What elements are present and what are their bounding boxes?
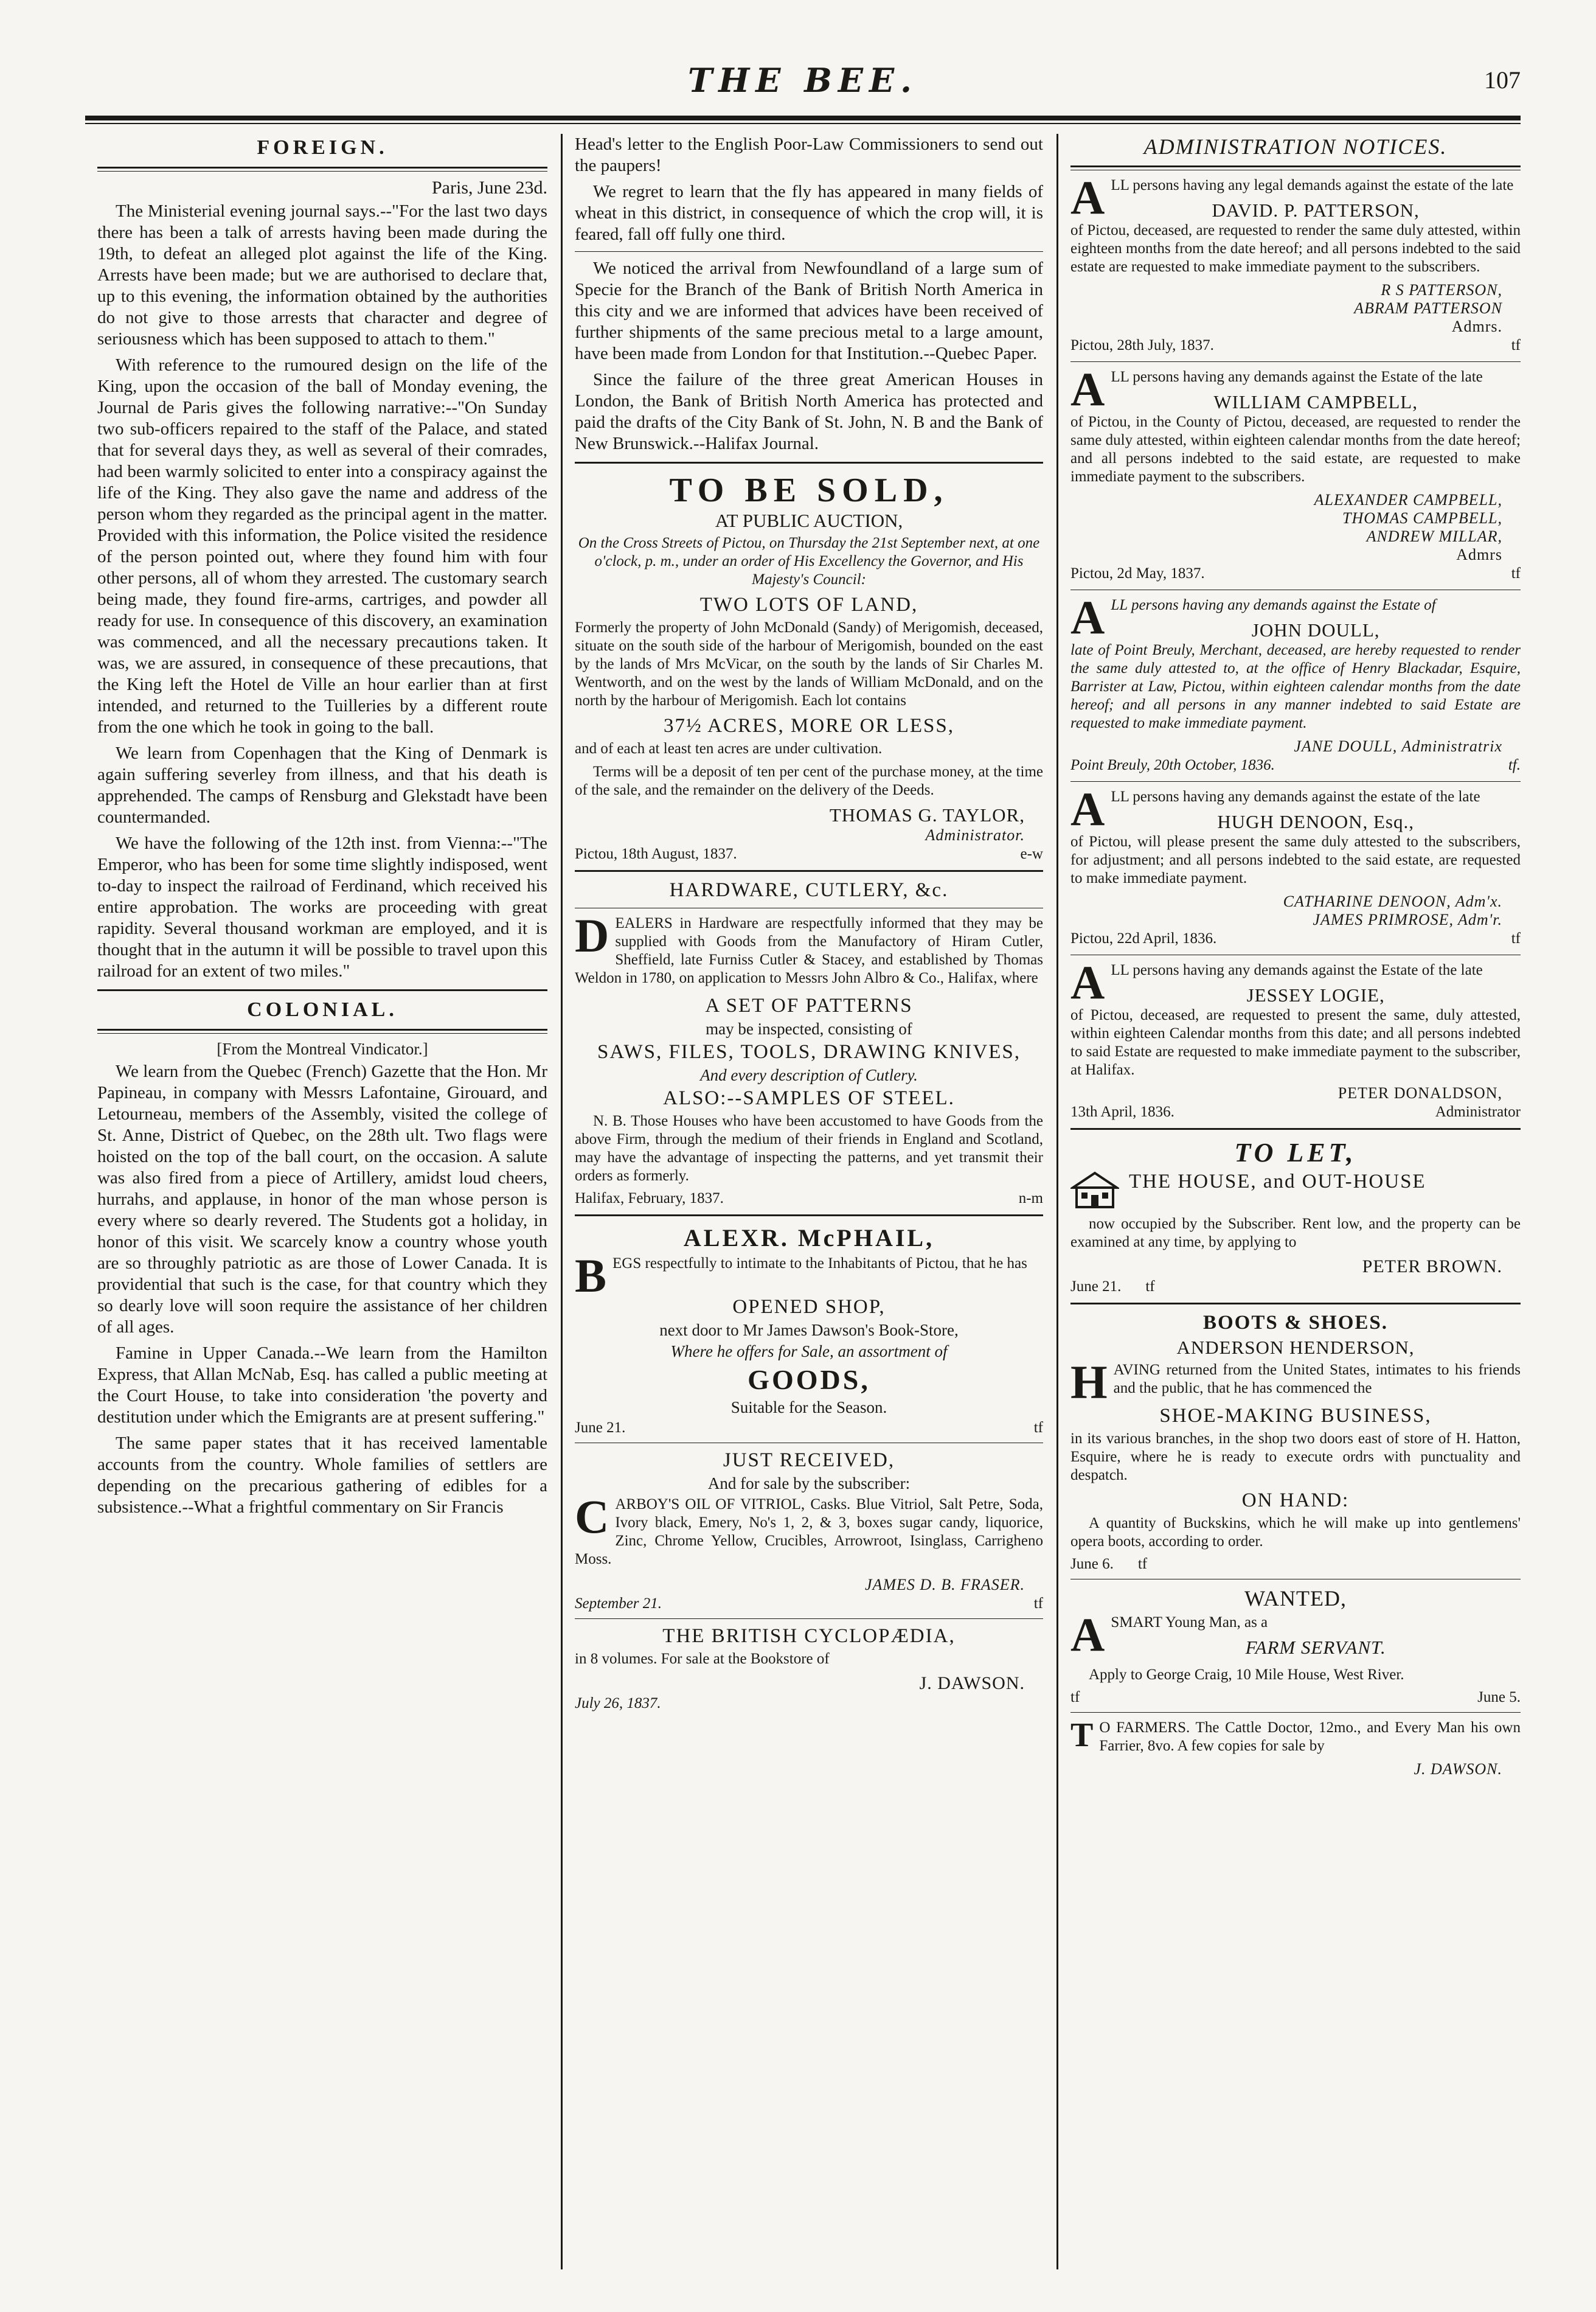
- notice-text: of Pictou, will please present the same duly attested to the subscribers, for adjustment; and all persons indebted to the said estate, are requested to make immediate payment.: [1070, 834, 1521, 886]
- boots-ad: [1070, 1312, 1521, 1573]
- article-paragraph: We noticed the arrival from Newfoundland of a large sum of Specie for the Branch of the Bank of British North America in this city and we are informed that advices have been received of further shipments of the same precious metal to a large amount, have been made from London for that Institution.--Quebec Paper.: [575, 259, 1043, 363]
- drop-cap: A: [1070, 363, 1105, 416]
- drop-cap: A: [1070, 956, 1105, 1009]
- notice-signer: CATHARINE DENOON, Adm'x.: [1283, 893, 1502, 910]
- column-divider: [561, 134, 563, 2269]
- wanted-footer: [1070, 1689, 1521, 1706]
- column-left: [97, 134, 547, 2269]
- hardware-every: And every description of Cutlery.: [700, 1066, 918, 1084]
- section-rule: [1070, 1128, 1521, 1130]
- article-paragraph: The same paper states that it has received lamentable accounts from the country. Whole families of settlers are depending on the precarious gathering of edibles for a subsistence.--What a frightful commentary on Sir Francis: [97, 1433, 547, 1517]
- section-rule: [575, 1214, 1043, 1216]
- to-let-body: now occupied by the Subscriber. Rent low, and the property can be examined at any time, by applying to: [1070, 1216, 1521, 1250]
- to-let-date: June 21.: [1070, 1278, 1122, 1295]
- auction-lots: TWO LOTS OF LAND,: [699, 594, 918, 616]
- notice-intro: LL persons having any demands against the Estate of the late: [1111, 369, 1483, 385]
- newspaper-title: THE BEE.: [688, 61, 918, 100]
- wanted-code: tf: [1070, 1689, 1080, 1705]
- notice-text: of Pictou, in the County of Pictou, deceased, are requested to render the same duly attested, within eighteen calendar months from the date hereof; and all persons indebted to the said estate, are requested to make immediate payment to the subscribers.: [1070, 414, 1521, 485]
- masthead-rule: [85, 116, 1521, 120]
- notice-date: Pictou, 22d April, 1836.: [1070, 930, 1217, 947]
- notice-name: DAVID. P. PATTERSON,: [1212, 200, 1420, 221]
- auction-acres: 37½ ACRES, MORE OR LESS,: [664, 715, 954, 737]
- drop-cap: A: [1070, 782, 1105, 835]
- auction-footer: [575, 846, 1043, 863]
- notice-date: Point Breuly, 20th October, 1836.: [1070, 757, 1275, 773]
- hardware-date: Halifax, February, 1837.: [575, 1190, 724, 1206]
- cyclopaedia-signer: J. DAWSON.: [919, 1673, 1025, 1693]
- notice-denoon: [1070, 782, 1521, 947]
- notice-signer: ANDREW MILLAR,: [1366, 528, 1502, 545]
- to-let-signer: PETER BROWN.: [1362, 1256, 1502, 1276]
- drop-cap: A: [1070, 171, 1105, 224]
- hardware-footer: [575, 1190, 1043, 1207]
- notice-code: tf: [1511, 930, 1521, 947]
- article-paragraph: We regret to learn that the fly has appeared in many fields of wheat in this district, in consequence of which the crop will, it is feared, fall off fully one third.: [575, 182, 1043, 244]
- rule: [1070, 781, 1521, 782]
- hardware-inspect: may be inspected, consisting of: [706, 1020, 912, 1038]
- article-paragraph: We learn from the Quebec (French) Gazette that the Hon. Mr Papineau, in company with Messrs Lafontaine, Girouard, and Letourneau, members of the Assembly, visited the college of St. Anne, District of Quebec, on the 28th ult. Two flags were hoisted on the top of the ball court, on the occasion. A salute was also fired from a piece of Artillery, amidst loud cheers, hurrahs, and applause, in honor of the man whose person is every where so dearly revered. The Students got a holiday, in honor of this visit. We scarcely know a country whose youth are so throughly patriotic as are those of Lower Canada. It is providential that such is the case, for that country which they so dearly love will soon require the assistance of her children of all ages.: [97, 1062, 547, 1337]
- drop-cap: H: [1070, 1356, 1108, 1408]
- masthead-rule-thin: [85, 123, 1521, 124]
- notice-name: HUGH DENOON, Esq.,: [1217, 811, 1414, 832]
- column-right: [1070, 134, 1521, 2269]
- auction-title: TO BE SOLD,: [669, 472, 949, 509]
- notice-text: late of Point Breuly, Merchant, deceased, are hereby requested to render the same duly attested to, at the office of Henry Blackadar, Esquire, Barrister at Law, Pictou, within eighteen calendar months from the date hereof; and all persons in any manner indebted to said Estate are requested to make immediate payment.: [1070, 642, 1521, 731]
- received-date: September 21.: [575, 1595, 662, 1612]
- auction-cultivation: and of each at least ten acres are under cultivation.: [575, 740, 883, 757]
- notice-patterson: [1070, 171, 1521, 354]
- mcphail-goods: GOODS,: [748, 1364, 870, 1395]
- boots-quantity: A quantity of Buckskins, which he will make up into gentlemens' opera boots, according to order.: [1070, 1515, 1521, 1550]
- auction-date: Pictou, 18th August, 1837.: [575, 846, 737, 862]
- mcphail-next: next door to Mr James Dawson's Book-Store,: [659, 1321, 959, 1339]
- notice-signer: JAMES PRIMROSE, Adm'r.: [1313, 911, 1502, 928]
- house-icon: [1070, 1171, 1119, 1213]
- to-let-title: TO LET,: [1234, 1138, 1357, 1168]
- cyclopaedia-footer: [575, 1695, 1043, 1712]
- auction-description: Formerly the property of John McDonald (Sandy) of Merigomish, deceased, situate on the south side of the harbour of Merigomish, bounded on the east by the lands of Mrs McVicar, on the south by the lands of Sir Charles M. Wentworth, and on the west by the lands of William McDonald, and on the north by the harbour of Merigomish. Each lot contains: [575, 619, 1043, 709]
- farmers-body: O FARMERS. The Cattle Doctor, 12mo., and Every Man his own Farrier, 8vo. A few copies for sale by: [1099, 1719, 1521, 1754]
- article-paragraph: We learn from Copenhagen that the King of Denmark is again suffering severley from illness, and that his death is apprehended. The camps of Rensburg and Glekstadt have been countermanded.: [97, 743, 547, 827]
- cyclopaedia-title: THE BRITISH CYCLOPÆDIA,: [662, 1625, 956, 1647]
- notice-footer: [1070, 337, 1521, 354]
- farmers-signer: J. DAWSON.: [1414, 1760, 1502, 1778]
- column-middle: [575, 134, 1043, 2269]
- page-number: 107: [1484, 66, 1521, 94]
- notice-signer: PETER DONALDSON,: [1338, 1084, 1502, 1102]
- received-ad: [575, 1449, 1043, 1612]
- notice-role: Admrs: [1456, 546, 1502, 563]
- auction-ad: [575, 471, 1043, 863]
- article-paragraph: We have the following of the 12th inst. from Vienna:--"The Emperor, who has been for some time slightly indisposed, went to-day to inspect the railroad of Ferdinand, which received his entire approbation. The works are proceeding with great rapidity. Several thousand workman are employed, and it is thought that in the autumn it will be possible to travel upon this railroad for an extent of two miles.": [97, 834, 547, 981]
- cyclopaedia-body: in 8 volumes. For sale at the Bookstore of: [575, 1651, 830, 1667]
- rule: [575, 251, 1043, 252]
- hardware-set: A SET OF PATTERNS: [705, 995, 913, 1017]
- notice-signer: ALEXANDER CAMPBELL,: [1314, 491, 1502, 509]
- rule: [1070, 361, 1521, 362]
- boots-name: ANDERSON HENDERSON,: [1176, 1337, 1415, 1358]
- notice-code: tf: [1511, 565, 1521, 582]
- boots-business: SHOE-MAKING BUSINESS,: [1159, 1405, 1432, 1427]
- boots-footer: [1070, 1556, 1521, 1573]
- auction-subtitle: AT PUBLIC AUCTION,: [715, 510, 903, 531]
- notice-footer: [1070, 757, 1521, 774]
- received-footer: [575, 1595, 1043, 1612]
- mcphail-footer: [575, 1419, 1043, 1436]
- section-rule: [97, 989, 547, 991]
- article-paragraph: Head's letter to the English Poor-Law Commissioners to send out the paupers!: [575, 134, 1043, 175]
- notice-doull: [1070, 591, 1521, 774]
- hardware-nb: N. B. Those Houses who have been accustomed to have Goods from the above Firm, through the medium of their friends in England and Scotland, may have the advantage of inspecting the patterns, and yet transmit their orders as formerly.: [575, 1113, 1043, 1184]
- mcphail-where: Where he offers for Sale, an assortment of: [670, 1342, 948, 1360]
- hardware-code: n-m: [1018, 1190, 1043, 1206]
- notice-signer: JANE DOULL, Administratrix: [1294, 737, 1502, 755]
- notice-campbell: [1070, 363, 1521, 582]
- notice-date: Pictou, 2d May, 1837.: [1070, 565, 1205, 582]
- drop-cap: B: [575, 1249, 607, 1302]
- wanted-role: FARM SERVANT.: [1245, 1637, 1386, 1658]
- mcphail-body: EGS respectfully to intimate to the Inhabitants of Pictou, that he has: [612, 1255, 1027, 1272]
- column-divider: [1056, 134, 1058, 2269]
- boots-body: AVING returned from the United States, intimates to his friends and the public, that he has commenced the: [1113, 1362, 1521, 1396]
- mcphail-ad: [575, 1224, 1043, 1436]
- to-let-code: tf: [1145, 1278, 1155, 1295]
- notice-role: Admrs.: [1451, 318, 1502, 335]
- rule: [1070, 1712, 1521, 1713]
- colonial-heading: COLONIAL.: [247, 998, 398, 1021]
- notice-name: JESSEY LOGIE,: [1246, 984, 1385, 1006]
- wanted-title: WANTED,: [1244, 1586, 1347, 1610]
- auction-deposit: Terms will be a deposit of ten per cent of the purchase money, at the time of the sale, and the remainder on the delivery of the Deeds.: [575, 764, 1043, 798]
- cyclopaedia-date: July 26, 1837.: [575, 1695, 661, 1711]
- article-paragraph: With reference to the rumoured design on the life of the King, upon the occasion of the ball of Monday evening, the Journal de Paris gives the following narrative:--"On Sunday two sub-officers repaired to the staff of the Palace, and stated that for several days they, as well as several of their comrades, had been warmly solicited to enter into a conspiracy against the life of the King. They also gave the name and address of the person whom they regarded as the principal agent in the matter. Provided with this information, the Police visited the residence of the person pointed out, where they found him with four other persons, all of whom they arrested. The customary search being made, they found fire-arms, cartriges, and powder all ready for use. In consequence of this discovery, an examination was commenced, and all the necessary precautions taken. It was, we are assured, in consequence of these precautions, that the King left the Hotel de Ville an hour earlier than at first intended, and returned to the Tuilleries by a different route from the one which he took in going to the ball.: [97, 355, 547, 737]
- notice-code: tf.: [1508, 757, 1521, 773]
- notice-footer: [1070, 930, 1521, 947]
- farmers-ad: [1070, 1716, 1521, 1778]
- notice-date: Pictou, 28th July, 1837.: [1070, 337, 1214, 353]
- foreign-heading: FOREIGN.: [257, 136, 388, 159]
- section-rule: [1070, 165, 1521, 170]
- hardware-ad: [575, 879, 1043, 1207]
- notice-footer: [1070, 1104, 1521, 1121]
- foreign-dateline: Paris, June 23d.: [432, 178, 547, 198]
- section-rule: [97, 1029, 547, 1034]
- section-rule: [575, 462, 1043, 464]
- received-code: tf: [1033, 1595, 1043, 1612]
- notice-intro: LL persons having any demands against the Estate of the late: [1111, 962, 1483, 978]
- drop-cap: T: [1070, 1716, 1094, 1754]
- boots-title: BOOTS & SHOES.: [1202, 1312, 1388, 1334]
- drop-cap: C: [575, 1490, 609, 1543]
- notice-intro: LL persons having any demands against the Estate of: [1111, 597, 1436, 613]
- boots-text: in its various branches, in the shop two doors east of store of H. Hatton, Esquire, where he is ready to execute ordrs with punctuality and despatch.: [1070, 1430, 1521, 1483]
- notice-text: of Pictou, deceased, are requested to present the same, duly attested, within eighteen Calendar months from this date; and all persons indebted to said Estate are requested to make immediate payment to the subscriber, at Halifax.: [1070, 1007, 1521, 1078]
- rule: [575, 1618, 1043, 1619]
- auction-role: Administrator.: [925, 826, 1025, 844]
- hardware-also: ALSO:--SAMPLES OF STEEL.: [663, 1087, 955, 1109]
- wanted-ad: [1070, 1586, 1521, 1706]
- notice-text: of Pictou, deceased, are requested to render the same duly attested, within eighteen months from the date hereof; and all persons indebted to the said estate are requested to make immediate payment to the subscribers.: [1070, 222, 1521, 275]
- administration-heading: ADMINISTRATION NOTICES.: [1143, 134, 1448, 159]
- to-let-footer: [1070, 1278, 1521, 1295]
- notice-role: Administrator: [1435, 1104, 1521, 1120]
- notice-code: tf: [1511, 337, 1521, 353]
- boots-date: June 6.: [1070, 1556, 1114, 1572]
- section-rule: [575, 870, 1043, 872]
- notice-signer: THOMAS CAMPBELL,: [1342, 509, 1502, 527]
- hardware-saws: SAWS, FILES, TOOLS, DRAWING KNIVES,: [597, 1041, 1021, 1063]
- mcphail-opened: OPENED SHOP,: [732, 1296, 886, 1318]
- boots-on-hand: ON HAND:: [1241, 1489, 1350, 1511]
- drop-cap: A: [1070, 591, 1105, 644]
- colonial-source: [From the Montreal Vindicator.]: [217, 1040, 428, 1058]
- wanted-body: SMART Young Man, as a: [1111, 1614, 1268, 1631]
- received-body: ARBOY'S OIL OF VITRIOL, Casks. Blue Vitriol, Salt Petre, Soda, Ivory black, Emery, No's 1, 2, & 3, boxes sugar candy, liquorice, Zinc, Chrome Yellow, Crucibles, Arrowroot, Isinglass, Carrigheno Moss.: [575, 1496, 1043, 1567]
- section-rule: [1070, 1303, 1521, 1304]
- boots-code: tf: [1137, 1556, 1148, 1572]
- drop-cap: A: [1070, 1608, 1105, 1661]
- notice-signer: R S PATTERSON,: [1381, 281, 1502, 299]
- notice-name: WILLIAM CAMPBELL,: [1213, 391, 1418, 413]
- hardware-title: HARDWARE, CUTLERY, &c.: [669, 879, 949, 901]
- to-let-ad: [1070, 1137, 1521, 1295]
- article-paragraph: The Ministerial evening journal says.--"For the last two days there has been a talk of arrests having been made during the 19th, to defeat an alleged plot against the life of the King. Arrests have been made; but we are authorised to declare that, up to this evening, the information obtained by the authorities do not give to those arrests that character and degree of seriousness which has been supposed to attach to them.": [97, 201, 547, 349]
- notice-signer: ABRAM PATTERSON: [1354, 299, 1502, 317]
- received-subtitle: And for sale by the subscriber:: [707, 1474, 911, 1492]
- auction-code: e-w: [1020, 846, 1043, 862]
- notice-intro: LL persons having any legal demands against the estate of the late: [1111, 177, 1514, 193]
- notice-logie: [1070, 956, 1521, 1121]
- received-title: JUST RECEIVED,: [723, 1449, 895, 1471]
- to-let-lead: THE HOUSE, and OUT-HOUSE: [1129, 1171, 1426, 1193]
- wanted-date: June 5.: [1477, 1689, 1521, 1705]
- hardware-body: EALERS in Hardware are respectfully informed that they may be supplied with Goods from the Manufactory of Hiram Cutler, Sheffield, late Furniss Cutler & Stacey, and established by Thomas Weldon in 1780, on application to Messrs John Albro & Co., Halifax, where: [575, 915, 1043, 986]
- article-paragraph: Famine in Upper Canada.--We learn from the Hamilton Express, that Allan McNab, Esq. has called a public meeting at the Court House, to take into consideration 'the poverty and destitution under which the Emigrants are at present suffering.": [97, 1343, 547, 1427]
- auction-signer: THOMAS G. TAYLOR,: [829, 804, 1025, 826]
- article-paragraph: Since the failure of the three great American Houses in London, the Bank of British North America has protected and paid the drafts of the City Bank of St. John, N. B and the Bank of New Brunswick.--Halifax Journal.: [575, 370, 1043, 453]
- mcphail-suit: Suitable for the Season.: [730, 1398, 887, 1416]
- cyclopaedia-ad: [575, 1625, 1043, 1712]
- mcphail-title: ALEXR. McPHAIL,: [683, 1224, 935, 1252]
- mcphail-code: tf: [1033, 1419, 1043, 1436]
- notice-footer: [1070, 565, 1521, 582]
- notice-name: JOHN DOULL,: [1251, 619, 1380, 641]
- mcphail-date: June 21.: [575, 1419, 626, 1436]
- notice-date: 13th April, 1836.: [1070, 1104, 1174, 1120]
- wanted-apply: Apply to George Craig, 10 Mile House, West River.: [1089, 1666, 1404, 1683]
- notice-intro: LL persons having any demands against the estate of the late: [1111, 789, 1480, 805]
- drop-cap: D: [575, 909, 609, 962]
- auction-terms: On the Cross Streets of Pictou, on Thursday the 21st September next, at one o'clock, p. m., under an order of His Excellency the Governor, and His Majesty's Council:: [578, 535, 1040, 588]
- section-rule: [97, 167, 547, 172]
- received-signer: JAMES D. B. FRASER.: [864, 1576, 1025, 1593]
